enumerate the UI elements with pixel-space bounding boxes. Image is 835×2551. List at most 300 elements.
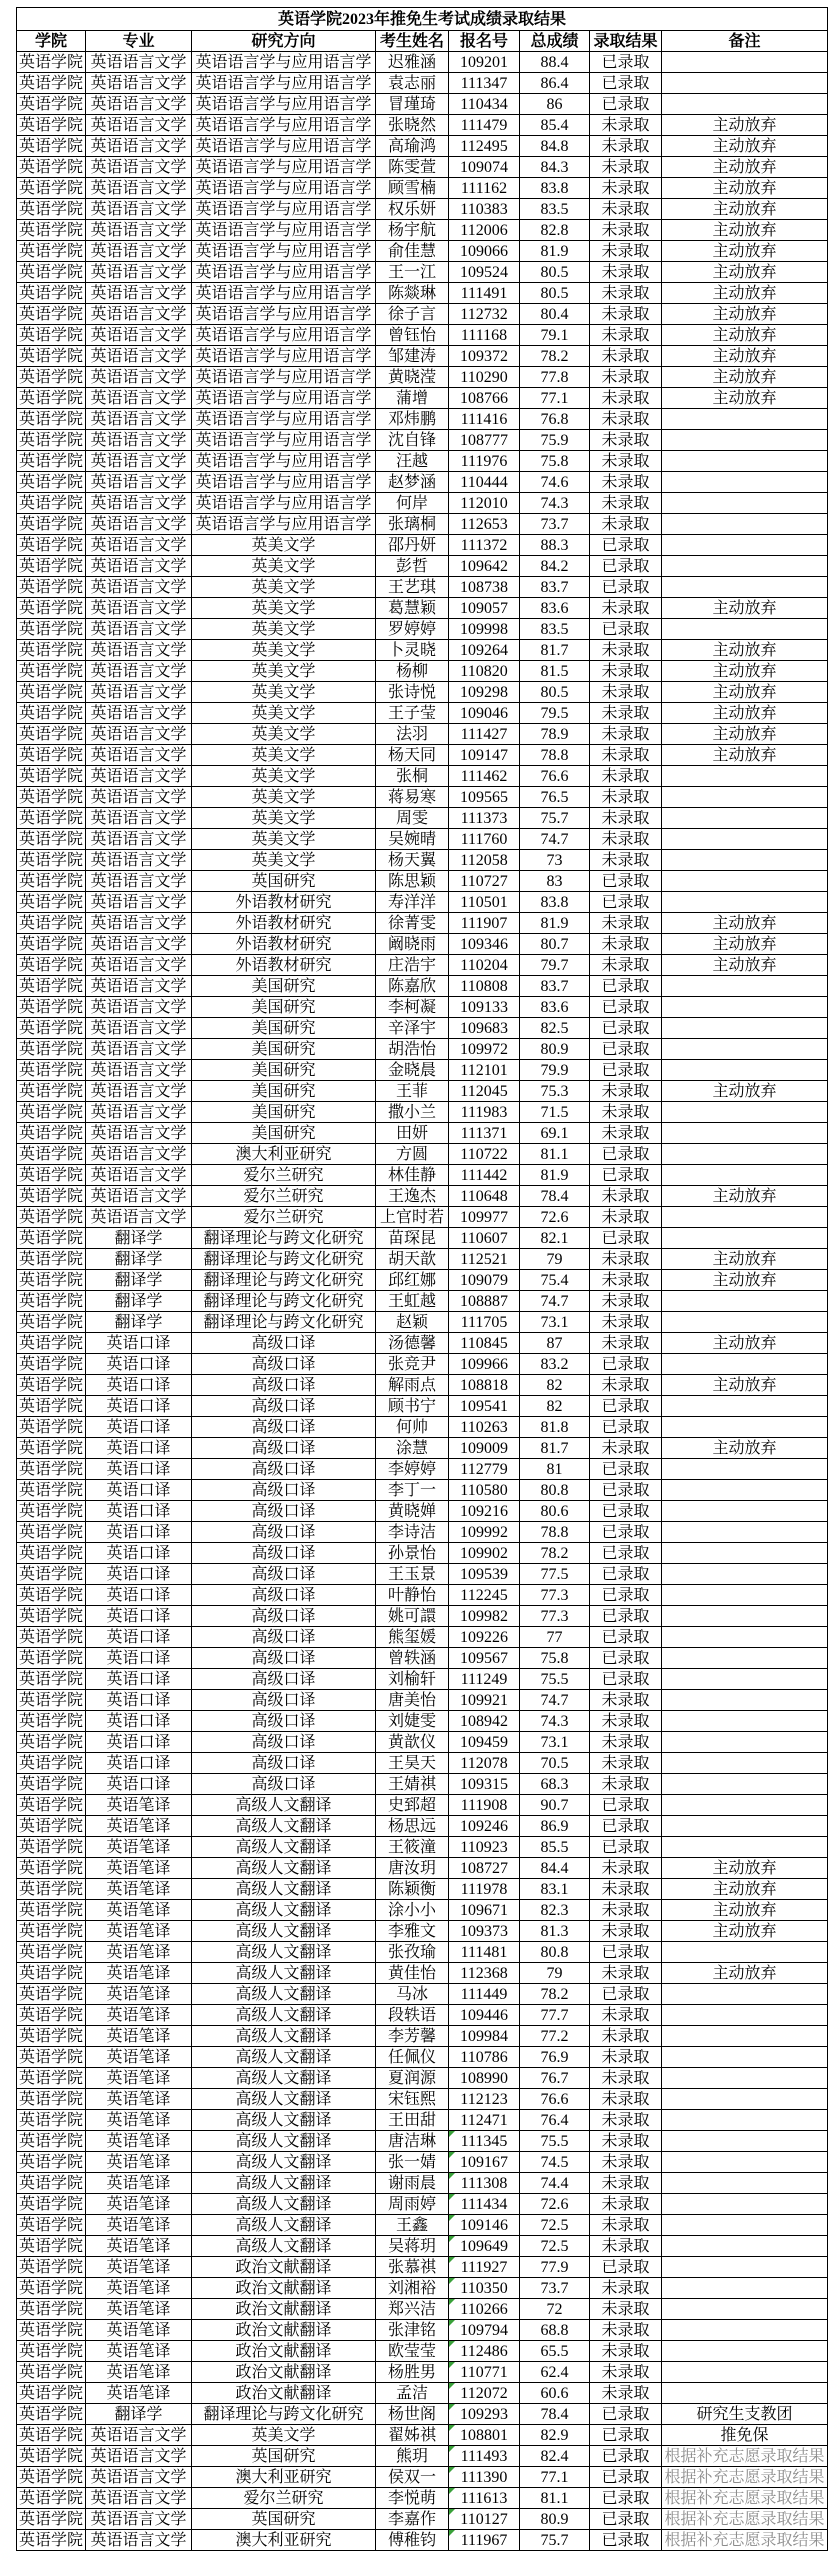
cell-remark <box>662 1627 828 1648</box>
cell-college: 英语学院 <box>17 2278 86 2299</box>
cell-registration-no: 111416 <box>449 409 520 430</box>
cell-remark <box>662 892 828 913</box>
cell-college: 英语学院 <box>17 1438 86 1459</box>
table-row <box>17 850 828 871</box>
cell-research-direction: 高级人文翻译 <box>192 1858 376 1879</box>
cell-research-direction: 政治文献翻译 <box>192 2362 376 2383</box>
cell-candidate-name: 宋钰熙 <box>376 2089 449 2110</box>
cell-college: 英语学院 <box>17 1732 86 1753</box>
cell-research-direction: 高级人文翻译 <box>192 1816 376 1837</box>
cell-remark <box>662 2068 828 2089</box>
cell-candidate-name: 唐美怡 <box>376 1690 449 1711</box>
cell-candidate-name: 任佩仪 <box>376 2047 449 2068</box>
cell-remark: 主动放弃 <box>662 241 828 262</box>
cell-candidate-name: 寿洋洋 <box>376 892 449 913</box>
cell-candidate-name: 王一江 <box>376 262 449 283</box>
cell-total-score: 81.8 <box>520 1417 590 1438</box>
cell-candidate-name: 张竞尹 <box>376 1354 449 1375</box>
cell-remark: 主动放弃 <box>662 598 828 619</box>
table-row <box>17 2425 828 2446</box>
cell-college: 英语学院 <box>17 409 86 430</box>
cell-major: 英语笔译 <box>86 2278 192 2299</box>
cell-registration-no: 109298 <box>449 682 520 703</box>
cell-admission-result: 未录取 <box>590 115 662 136</box>
cell-major: 英语语言文学 <box>86 409 192 430</box>
cell-admission-result: 未录取 <box>590 2047 662 2068</box>
table-row <box>17 1606 828 1627</box>
cell-major: 英语笔译 <box>86 2005 192 2026</box>
cell-registration-no: 109079 <box>449 1270 520 1291</box>
table-row <box>17 1900 828 1921</box>
table-row <box>17 325 828 346</box>
cell-admission-result: 未录取 <box>590 514 662 535</box>
cell-remark: 主动放弃 <box>662 220 828 241</box>
cell-total-score: 90.7 <box>520 1795 590 1816</box>
cell-registration-no: 112486 <box>449 2341 520 2362</box>
cell-registration-no: 109671 <box>449 1900 520 1921</box>
cell-research-direction: 高级人文翻译 <box>192 1942 376 1963</box>
cell-remark: 主动放弃 <box>662 115 828 136</box>
green-corner-marker-icon <box>449 2152 455 2158</box>
cell-registration-no: 110444 <box>449 472 520 493</box>
cell-registration-no: 111390 <box>449 2467 520 2488</box>
cell-remark: 主动放弃 <box>662 136 828 157</box>
cell-admission-result: 未录取 <box>590 2236 662 2257</box>
cell-major: 英语笔译 <box>86 1858 192 1879</box>
cell-college: 英语学院 <box>17 1081 86 1102</box>
cell-college: 英语学院 <box>17 577 86 598</box>
cell-registration-no: 109147 <box>449 745 520 766</box>
cell-remark <box>662 976 828 997</box>
cell-major: 英语语言文学 <box>86 829 192 850</box>
table-row <box>17 2068 828 2089</box>
cell-admission-result: 已录取 <box>590 1501 662 1522</box>
cell-college: 英语学院 <box>17 535 86 556</box>
cell-admission-result: 已录取 <box>590 1018 662 1039</box>
cell-research-direction: 英美文学 <box>192 682 376 703</box>
cell-candidate-name: 邱红娜 <box>376 1270 449 1291</box>
cell-admission-result: 未录取 <box>590 640 662 661</box>
cell-major: 英语口译 <box>86 1396 192 1417</box>
cell-major: 英语语言文学 <box>86 388 192 409</box>
cell-remark: 主动放弃 <box>662 661 828 682</box>
cell-college: 英语学院 <box>17 2089 86 2110</box>
table-row <box>17 2278 828 2299</box>
cell-total-score: 75.8 <box>520 451 590 472</box>
cell-major: 英语语言文学 <box>86 766 192 787</box>
cell-college: 英语学院 <box>17 1354 86 1375</box>
cell-total-score: 70.5 <box>520 1753 590 1774</box>
cell-registration-no: 109649 <box>449 2236 520 2257</box>
table-row <box>17 682 828 703</box>
cell-admission-result: 已录取 <box>590 2446 662 2467</box>
cell-candidate-name: 汪越 <box>376 451 449 472</box>
cell-total-score: 84.3 <box>520 157 590 178</box>
cell-college: 英语学院 <box>17 1963 86 1984</box>
cell-admission-result: 未录取 <box>590 598 662 619</box>
cell-total-score: 78.4 <box>520 2404 590 2425</box>
cell-major: 英语口译 <box>86 1417 192 1438</box>
cell-major: 英语口译 <box>86 1459 192 1480</box>
cell-registration-no: 109167 <box>449 2152 520 2173</box>
cell-candidate-name: 上官时若 <box>376 1207 449 1228</box>
cell-admission-result: 未录取 <box>590 2215 662 2236</box>
cell-research-direction: 高级口译 <box>192 1438 376 1459</box>
cell-college: 英语学院 <box>17 766 86 787</box>
cell-candidate-name: 邵丹妍 <box>376 535 449 556</box>
green-corner-marker-icon <box>449 2215 455 2221</box>
cell-registration-no: 110808 <box>449 976 520 997</box>
cell-total-score: 83.6 <box>520 997 590 1018</box>
cell-candidate-name: 曾钰怡 <box>376 325 449 346</box>
cell-major: 英语笔译 <box>86 2047 192 2068</box>
cell-major: 英语口译 <box>86 1753 192 1774</box>
table-row <box>17 2215 828 2236</box>
cell-research-direction: 高级口译 <box>192 1501 376 1522</box>
cell-major: 英语笔译 <box>86 1921 192 1942</box>
cell-remark <box>662 1648 828 1669</box>
cell-total-score: 76.5 <box>520 787 590 808</box>
table-row <box>17 1963 828 1984</box>
green-corner-marker-icon <box>449 2467 455 2473</box>
table-row <box>17 409 828 430</box>
cell-admission-result: 未录取 <box>590 409 662 430</box>
table-row <box>17 1144 828 1165</box>
cell-remark: 主动放弃 <box>662 1249 828 1270</box>
table-row <box>17 1585 828 1606</box>
cell-major: 英语语言文学 <box>86 556 192 577</box>
cell-research-direction: 高级人文翻译 <box>192 2047 376 2068</box>
cell-remark <box>662 1060 828 1081</box>
cell-candidate-name: 周雯 <box>376 808 449 829</box>
table-row <box>17 745 828 766</box>
cell-remark: 主动放弃 <box>662 745 828 766</box>
cell-major: 翻译学 <box>86 1270 192 1291</box>
cell-remark <box>662 1459 828 1480</box>
cell-candidate-name: 邹建涛 <box>376 346 449 367</box>
table-row <box>17 2236 828 2257</box>
cell-major: 英语语言文学 <box>86 94 192 115</box>
cell-college: 英语学院 <box>17 1228 86 1249</box>
cell-admission-result: 已录取 <box>590 1627 662 1648</box>
cell-registration-no: 108887 <box>449 1291 520 1312</box>
table-row <box>17 1081 828 1102</box>
cell-admission-result: 未录取 <box>590 955 662 976</box>
cell-total-score: 75.3 <box>520 1081 590 1102</box>
cell-total-score: 83.8 <box>520 178 590 199</box>
cell-registration-no: 112779 <box>449 1459 520 1480</box>
cell-college: 英语学院 <box>17 178 86 199</box>
cell-registration-no: 109057 <box>449 598 520 619</box>
cell-college: 英语学院 <box>17 1459 86 1480</box>
cell-college: 英语学院 <box>17 619 86 640</box>
cell-research-direction: 英美文学 <box>192 661 376 682</box>
table-row <box>17 2467 828 2488</box>
cell-admission-result: 未录取 <box>590 472 662 493</box>
cell-candidate-name: 俞佳慧 <box>376 241 449 262</box>
cell-admission-result: 未录取 <box>590 1690 662 1711</box>
cell-research-direction: 澳大利亚研究 <box>192 2530 376 2551</box>
cell-remark <box>662 556 828 577</box>
cell-college: 英语学院 <box>17 2509 86 2530</box>
cell-total-score: 73.7 <box>520 514 590 535</box>
cell-admission-result: 未录取 <box>590 1711 662 1732</box>
cell-candidate-name: 张桐 <box>376 766 449 787</box>
cell-candidate-name: 赵颖 <box>376 1312 449 1333</box>
cell-registration-no: 108801 <box>449 2425 520 2446</box>
cell-admission-result: 已录取 <box>590 619 662 640</box>
cell-remark <box>662 1774 828 1795</box>
cell-registration-no: 112006 <box>449 220 520 241</box>
cell-total-score: 80.8 <box>520 1942 590 1963</box>
cell-research-direction: 高级口译 <box>192 1732 376 1753</box>
cell-remark: 主动放弃 <box>662 1900 828 1921</box>
cell-research-direction: 爱尔兰研究 <box>192 1186 376 1207</box>
cell-college: 英语学院 <box>17 1375 86 1396</box>
cell-major: 英语语言文学 <box>86 430 192 451</box>
cell-research-direction: 英语语言学与应用语言学 <box>192 136 376 157</box>
table-title: 英语学院2023年推免生考试成绩录取结果 <box>17 8 828 31</box>
cell-research-direction: 高级人文翻译 <box>192 2215 376 2236</box>
cell-remark <box>662 2362 828 2383</box>
cell-college: 英语学院 <box>17 430 86 451</box>
cell-registration-no: 111345 <box>449 2131 520 2152</box>
cell-research-direction: 外语教材研究 <box>192 892 376 913</box>
cell-admission-result: 未录取 <box>590 808 662 829</box>
cell-major: 英语口译 <box>86 1438 192 1459</box>
cell-remark <box>662 2131 828 2152</box>
cell-registration-no: 109446 <box>449 2005 520 2026</box>
cell-total-score: 77.9 <box>520 2257 590 2278</box>
cell-major: 英语语言文学 <box>86 241 192 262</box>
cell-candidate-name: 张璃桐 <box>376 514 449 535</box>
green-corner-marker-icon <box>449 2299 455 2305</box>
cell-total-score: 79.5 <box>520 703 590 724</box>
cell-research-direction: 英语语言学与应用语言学 <box>192 325 376 346</box>
cell-admission-result: 未录取 <box>590 724 662 745</box>
cell-remark: 主动放弃 <box>662 388 828 409</box>
table-row <box>17 304 828 325</box>
cell-registration-no: 109346 <box>449 934 520 955</box>
cell-major: 英语语言文学 <box>86 52 192 73</box>
cell-registration-no: 110263 <box>449 1417 520 1438</box>
cell-college: 英语学院 <box>17 1711 86 1732</box>
cell-total-score: 81.3 <box>520 1921 590 1942</box>
cell-major: 英语语言文学 <box>86 1102 192 1123</box>
cell-admission-result: 未录取 <box>590 1123 662 1144</box>
cell-candidate-name: 何帅 <box>376 1417 449 1438</box>
cell-admission-result: 已录取 <box>590 1417 662 1438</box>
table-row <box>17 913 828 934</box>
cell-total-score: 78.8 <box>520 1522 590 1543</box>
cell-registration-no: 109524 <box>449 262 520 283</box>
cell-registration-no: 110290 <box>449 367 520 388</box>
cell-registration-no: 109539 <box>449 1564 520 1585</box>
cell-research-direction: 英美文学 <box>192 703 376 724</box>
cell-college: 英语学院 <box>17 1144 86 1165</box>
cell-registration-no: 112045 <box>449 1081 520 1102</box>
cell-major: 英语语言文学 <box>86 871 192 892</box>
table-row <box>17 1396 828 1417</box>
table-row <box>17 1648 828 1669</box>
cell-admission-result: 已录取 <box>590 52 662 73</box>
cell-research-direction: 英美文学 <box>192 640 376 661</box>
cell-admission-result: 未录取 <box>590 1270 662 1291</box>
cell-admission-result: 已录取 <box>590 556 662 577</box>
cell-candidate-name: 黄佳怡 <box>376 1963 449 1984</box>
cell-remark <box>662 1585 828 1606</box>
cell-admission-result: 已录取 <box>590 1564 662 1585</box>
cell-college: 英语学院 <box>17 1522 86 1543</box>
cell-remark: 研究生支教团 <box>662 2404 828 2425</box>
cell-major: 英语口译 <box>86 1732 192 1753</box>
cell-remark <box>662 1753 828 1774</box>
cell-college: 英语学院 <box>17 2152 86 2173</box>
cell-registration-no: 109567 <box>449 1648 520 1669</box>
cell-remark <box>662 2299 828 2320</box>
title-row <box>17 8 828 31</box>
cell-total-score: 73.7 <box>520 2278 590 2299</box>
table-row <box>17 577 828 598</box>
table-row <box>17 2005 828 2026</box>
cell-candidate-name: 李丁一 <box>376 1480 449 1501</box>
table-row <box>17 598 828 619</box>
cell-remark: 主动放弃 <box>662 640 828 661</box>
cell-total-score: 77 <box>520 1627 590 1648</box>
cell-remark <box>662 2194 828 2215</box>
cell-major: 英语口译 <box>86 1606 192 1627</box>
cell-major: 英语笔译 <box>86 2257 192 2278</box>
cell-major: 英语语言文学 <box>86 2530 192 2551</box>
table-row <box>17 1123 828 1144</box>
header-row <box>17 31 828 52</box>
cell-candidate-name: 陈燚琳 <box>376 283 449 304</box>
cell-college: 英语学院 <box>17 2173 86 2194</box>
cell-candidate-name: 欧莹莹 <box>376 2341 449 2362</box>
table-row <box>17 1102 828 1123</box>
cell-registration-no: 111479 <box>449 115 520 136</box>
cell-remark <box>662 451 828 472</box>
cell-candidate-name: 罗婷婷 <box>376 619 449 640</box>
cell-research-direction: 高级人文翻译 <box>192 1984 376 2005</box>
cell-candidate-name: 李嘉作 <box>376 2509 449 2530</box>
cell-total-score: 82 <box>520 1396 590 1417</box>
cell-candidate-name: 王逸杰 <box>376 1186 449 1207</box>
cell-registration-no: 110607 <box>449 1228 520 1249</box>
cell-research-direction: 澳大利亚研究 <box>192 2467 376 2488</box>
cell-remark <box>662 73 828 94</box>
cell-total-score: 78.2 <box>520 1543 590 1564</box>
cell-registration-no: 110727 <box>449 871 520 892</box>
table-row <box>17 430 828 451</box>
cell-admission-result: 未录取 <box>590 157 662 178</box>
cell-admission-result: 未录取 <box>590 451 662 472</box>
cell-research-direction: 高级口译 <box>192 1564 376 1585</box>
cell-research-direction: 美国研究 <box>192 1123 376 1144</box>
cell-major: 英语笔译 <box>86 1837 192 1858</box>
cell-research-direction: 英国研究 <box>192 2446 376 2467</box>
cell-candidate-name: 顾雪楠 <box>376 178 449 199</box>
cell-admission-result: 未录取 <box>590 934 662 955</box>
cell-admission-result: 未录取 <box>590 1375 662 1396</box>
cell-major: 英语语言文学 <box>86 2509 192 2530</box>
cell-remark <box>662 1228 828 1249</box>
table-row <box>17 955 828 976</box>
cell-registration-no: 112058 <box>449 850 520 871</box>
cell-college: 英语学院 <box>17 241 86 262</box>
cell-college: 英语学院 <box>17 157 86 178</box>
cell-major: 英语笔译 <box>86 2089 192 2110</box>
cell-candidate-name: 刘婕雯 <box>376 1711 449 1732</box>
cell-candidate-name: 李婷婷 <box>376 1459 449 1480</box>
cell-total-score: 75.5 <box>520 1669 590 1690</box>
green-corner-marker-icon <box>449 2257 455 2263</box>
cell-major: 英语语言文学 <box>86 304 192 325</box>
cell-admission-result: 已录取 <box>590 535 662 556</box>
cell-research-direction: 英语语言学与应用语言学 <box>192 241 376 262</box>
cell-registration-no: 110383 <box>449 199 520 220</box>
cell-college: 英语学院 <box>17 493 86 514</box>
cell-remark: 主动放弃 <box>662 1270 828 1291</box>
cell-major: 英语语言文学 <box>86 283 192 304</box>
cell-registration-no: 111168 <box>449 325 520 346</box>
cell-total-score: 76.8 <box>520 409 590 430</box>
cell-admission-result: 未录取 <box>590 1879 662 1900</box>
cell-candidate-name: 杨柳 <box>376 661 449 682</box>
cell-registration-no: 110923 <box>449 1837 520 1858</box>
cell-college: 英语学院 <box>17 304 86 325</box>
cell-registration-no: 109982 <box>449 1606 520 1627</box>
cell-candidate-name: 唐汝玥 <box>376 1858 449 1879</box>
cell-research-direction: 高级口译 <box>192 1354 376 1375</box>
green-corner-marker-icon <box>449 2362 455 2368</box>
cell-candidate-name: 熊玥 <box>376 2446 449 2467</box>
cell-admission-result: 已录取 <box>590 1165 662 1186</box>
cell-remark: 主动放弃 <box>662 1081 828 1102</box>
table-row <box>17 2047 828 2068</box>
cell-remark <box>662 493 828 514</box>
cell-total-score: 80.4 <box>520 304 590 325</box>
cell-major: 英语语言文学 <box>86 577 192 598</box>
cell-total-score: 88.4 <box>520 52 590 73</box>
cell-remark <box>662 472 828 493</box>
cell-research-direction: 英美文学 <box>192 766 376 787</box>
cell-total-score: 77.7 <box>520 2005 590 2026</box>
cell-total-score: 78.2 <box>520 346 590 367</box>
cell-remark <box>662 787 828 808</box>
cell-candidate-name: 沈自锋 <box>376 430 449 451</box>
table-row <box>17 2110 828 2131</box>
cell-research-direction: 高级口译 <box>192 1585 376 1606</box>
cell-remark: 根据补充志愿录取结果 <box>662 2446 828 2467</box>
cell-candidate-name: 汤德馨 <box>376 1333 449 1354</box>
cell-remark: 主动放弃 <box>662 1438 828 1459</box>
cell-research-direction: 英语语言学与应用语言学 <box>192 409 376 430</box>
cell-remark <box>662 2236 828 2257</box>
cell-admission-result: 已录取 <box>590 997 662 1018</box>
cell-college: 英语学院 <box>17 2383 86 2404</box>
cell-college: 英语学院 <box>17 1396 86 1417</box>
table-row <box>17 1207 828 1228</box>
cell-research-direction: 美国研究 <box>192 997 376 1018</box>
cell-college: 英语学院 <box>17 934 86 955</box>
cell-remark <box>662 2173 828 2194</box>
cell-registration-no: 109216 <box>449 1501 520 1522</box>
cell-research-direction: 美国研究 <box>192 976 376 997</box>
cell-total-score: 74.7 <box>520 829 590 850</box>
cell-registration-no: 111347 <box>449 73 520 94</box>
cell-admission-result: 未录取 <box>590 1753 662 1774</box>
